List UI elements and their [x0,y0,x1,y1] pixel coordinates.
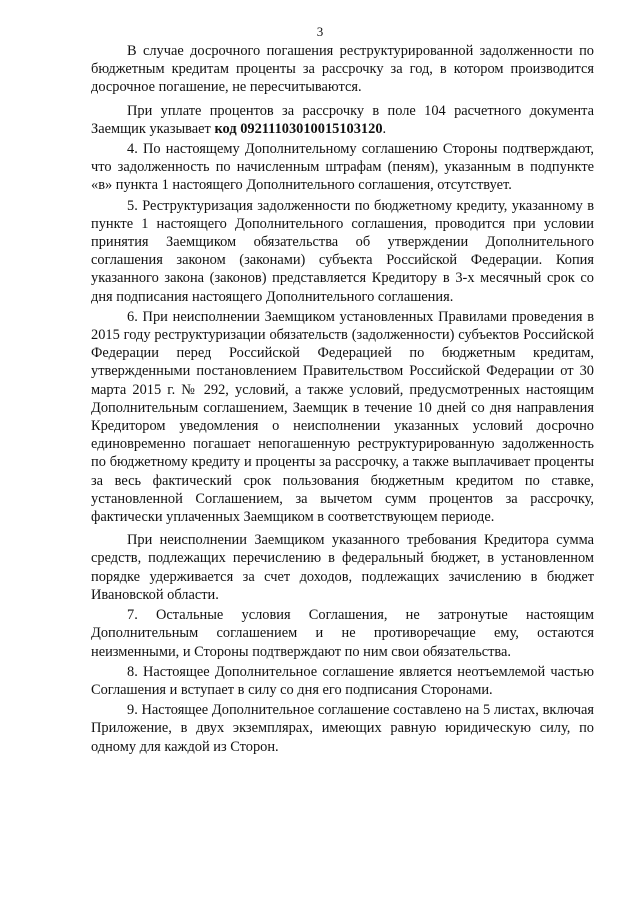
paragraph-item-6: 6. При неисполнении Заемщиком установленных Правилами проведения в 2015 году реструктуризации обязательств (задолженности) субъектов Российской Федерации перед Российской Федерацией по бюджетным кредитам, утвержденными постановлением Правительством Российской Федерации от 30 марта 2015 г. № 292, условий, а также условий, предусмотренных настоящим Дополнительным соглашением, Заемщик в течение 10 дней со дня направления Кредитором уведомления о неисполнении указанных условий досрочно единовременно погашает непогашенную реструктурированную задолженность по бюджетному кредиту и проценты за рассрочку, а также выплачивает проценты за весь фактический срок пользования бюджетным кредитом по ставке, установленной Соглашением, за вычетом сумм процентов за рассрочку, фактически уплаченных Заемщиком в соответствующем периоде. [91,308,594,526]
paragraph-item-7: 7. Остальные условия Соглашения, не затронутые настоящим Дополнительным соглашением и не противоречащие ему, остаются неизменными, и Стороны подтверждают по ним свои обязательства. [91,607,594,660]
paragraph-item-4: 4. По настоящему Дополнительному соглашению Стороны подтверждают, что задолженность по начисленным штрафам (пеням), указанным в подпункте «в» пункта 1 настоящего Дополнительного соглашения, отсутствует. [91,141,594,194]
document-body [91,42,594,756]
paragraph-item-9: 9. Настоящее Дополнительное соглашение составлено на 5 листах, включая Приложение, в двух экземплярах, имеющих равную юридическую силу, по одному для каждой из Сторон. [91,702,594,755]
page-number: 3 [316,24,324,39]
paragraph-item-5: 5. Реструктуризация задолженности по бюджетному кредиту, указанному в пункте 1 настоящего Дополнительного соглашения, проводится при условии принятия Заемщиком обязательства об утверждении Дополнительного соглашения законом (законами) субъекта Российской Федерации. Копия указанного закона (законов) представляется Кредитору в 3-х месячный срок со дня подписания настоящего Дополнительного соглашения. [91,197,594,305]
paragraph-item-8: 8. Настоящее Дополнительное соглашение является неотъемлемой частью Соглашения и вступает в силу со дня его подписания Сторонами. [91,663,594,698]
payment-code-suffix: . [382,120,387,137]
paragraph-payment-code [91,102,594,138]
payment-code-value: код 09211103010015103120 [214,120,383,137]
paragraph-non-fulfillment: При неисполнении Заемщиком указанного требования Кредитора сумма средств, подлежащих перечислению в федеральный бюджет, в установленном порядке удерживается за счет доходов, подлежащих зачислению в бюджет Ивановской области. [91,532,594,603]
paragraph-early-repayment: В случае досрочного погашения реструктурированной задолженности по бюджетным кредитам проценты за рассрочку за год, в котором производится досрочное погашение, не пересчитываются. [91,43,594,96]
payment-code-text: При уплате процентов за рассрочку в поле 104 расчетного документа Заемщик указывает [91,102,594,137]
